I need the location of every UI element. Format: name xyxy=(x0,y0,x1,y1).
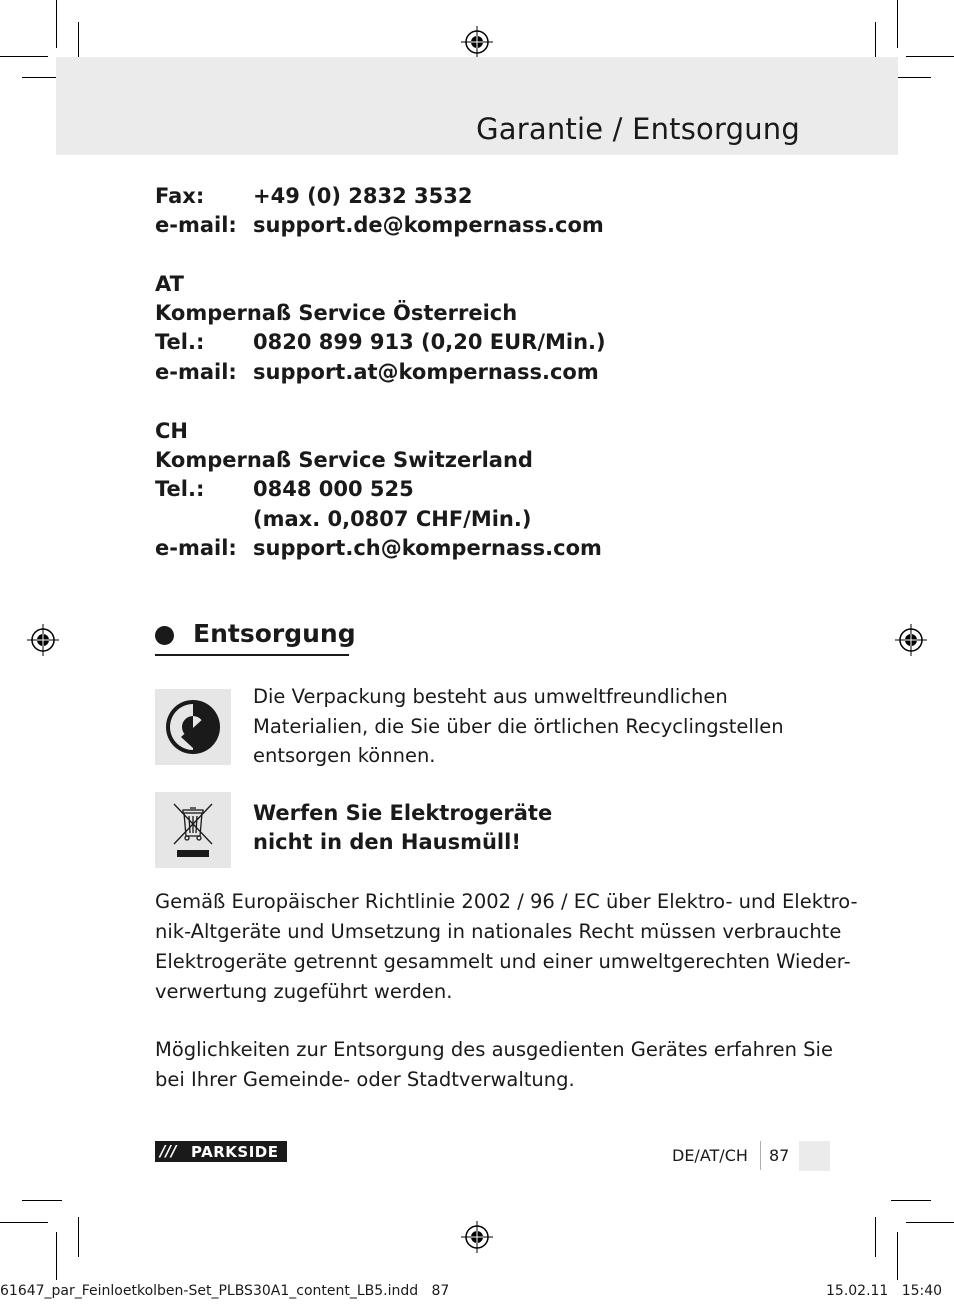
weee-warning-line: Werfen Sie Elektrogeräte xyxy=(253,801,553,825)
footer-divider xyxy=(760,1141,761,1170)
heading-underline xyxy=(155,654,349,656)
crop-mark xyxy=(56,1232,57,1280)
bullet-icon xyxy=(155,626,174,645)
slug-filename: 61647_par_Feinloetkolben-Set_PLBS30A1_content_LB5.indd 87 xyxy=(0,1283,450,1299)
green-dot-recycling-icon xyxy=(155,689,231,765)
contact-row xyxy=(155,475,414,504)
weee-warning-line: nicht in den Hausmüll! xyxy=(253,830,521,854)
contact-row xyxy=(155,358,599,387)
contact-label: e-mail: xyxy=(155,536,237,560)
country-code: CH xyxy=(155,419,188,443)
contact-row xyxy=(155,211,604,240)
service-name: Kompernaß Service Österreich xyxy=(155,301,518,325)
crop-mark xyxy=(906,1222,954,1223)
directive-line: Elektrogeräte getrennt gesammelt und einer umweltgerechten Wieder- xyxy=(155,950,851,973)
registration-mark-icon xyxy=(461,1221,493,1253)
contact-value: 0820 899 913 (0,20 EUR/Min.) xyxy=(253,330,606,354)
packaging-line: Die Verpackung besteht aus umweltfreundlichen xyxy=(253,685,728,708)
crossed-bin-weee-icon xyxy=(155,792,231,868)
contact-row xyxy=(155,534,602,563)
crop-mark xyxy=(875,22,876,62)
brand-stripes: /// xyxy=(160,1142,177,1160)
contact-label: Fax: xyxy=(155,184,205,208)
crop-mark xyxy=(897,0,898,48)
crop-mark xyxy=(0,1222,48,1223)
registration-mark-icon xyxy=(27,624,59,656)
options-line: bei Ihrer Gemeinde- oder Stadtverwaltung. xyxy=(155,1068,575,1091)
contact-row xyxy=(155,182,472,211)
crop-mark xyxy=(78,22,79,62)
contact-value: +49 (0) 2832 3532 xyxy=(253,184,473,208)
crop-mark xyxy=(906,56,954,57)
contact-row xyxy=(155,505,531,534)
crop-mark xyxy=(22,1200,62,1201)
contact-value: support.de@kompernass.com xyxy=(253,213,604,237)
directive-line: Gemäß Europäischer Richtlinie 2002 / 96 / EC über Elektro- und Elektro- xyxy=(155,890,858,913)
crop-mark xyxy=(0,56,48,57)
recycling-icon-box xyxy=(155,689,231,765)
contact-value: support.ch@kompernass.com xyxy=(253,536,602,560)
contact-label: e-mail: xyxy=(155,213,237,237)
crop-mark xyxy=(56,0,57,48)
contact-label: e-mail: xyxy=(155,360,237,384)
contact-label: Tel.: xyxy=(155,330,205,354)
crop-mark xyxy=(875,1217,876,1257)
contact-label: Tel.: xyxy=(155,477,205,501)
options-line: Möglichkeiten zur Entsorgung des ausgedienten Gerätes erfahren Sie xyxy=(155,1038,833,1061)
registration-mark-icon xyxy=(895,624,927,656)
contact-value: 0848 000 525 xyxy=(253,477,414,501)
service-name: Kompernaß Service Switzerland xyxy=(155,448,533,472)
crop-mark xyxy=(891,1200,931,1201)
parkside-logo xyxy=(155,1141,287,1162)
directive-line: nik-Altgeräte und Umsetzung in nationales Recht müssen verbrauchte xyxy=(155,920,842,943)
directive-line: verwertung zugeführt werden. xyxy=(155,980,453,1003)
contact-value: (max. 0,0807 CHF/Min.) xyxy=(253,507,532,531)
registration-mark-icon xyxy=(461,26,493,58)
packaging-line: Materialien, die Sie über die örtlichen Recyclingstellen xyxy=(253,715,784,738)
page-number: 87 xyxy=(769,1146,790,1165)
packaging-line: entsorgen können. xyxy=(253,744,436,767)
weee-icon-box xyxy=(155,792,231,868)
contact-value: support.at@kompernass.com xyxy=(253,360,599,384)
crop-mark xyxy=(897,1232,898,1280)
footer-tab-box xyxy=(799,1141,830,1171)
brand-name: PARKSIDE xyxy=(191,1143,279,1161)
contact-row xyxy=(155,328,606,357)
footer-locale: DE/AT/CH xyxy=(672,1146,748,1165)
page-title: Garantie / Entsorgung xyxy=(476,112,800,146)
country-code: AT xyxy=(155,272,184,296)
section-heading: Entsorgung xyxy=(193,619,356,648)
slug-date: 15.02.11 15:40 xyxy=(826,1283,943,1299)
crop-mark xyxy=(78,1217,79,1257)
